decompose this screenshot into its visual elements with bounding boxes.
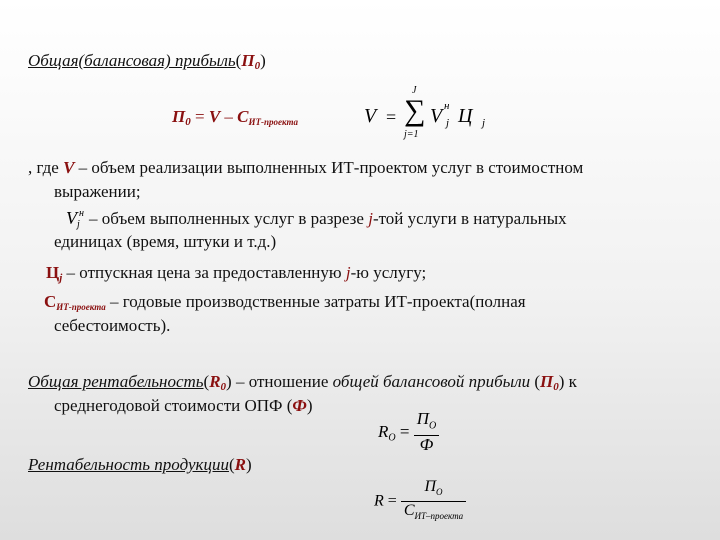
heading-total-profitability: Общая $рентабельность(R_0)$ – отношение общей балансовой прибыли $(П_0)$ к xyxy=(28,372,577,393)
heading-balance-profit-label: Общая(балансовая) прибыль xyxy=(28,51,236,70)
definition-vj-cont: единицах (время, штуки и т.д.) xyxy=(54,232,277,251)
formula-total-profitability: $R_O$ = $\frac{П_O}{Ф}$ xyxy=(378,410,439,454)
definition-price: $Ц_j$ – отпускная цена за предоставленную j-ю услугу; xyxy=(46,263,427,284)
definition-cost: $С_{ИТ-проекта}$ – годовые производственные затраты ИТ-проекта(полная xyxy=(44,292,526,312)
formula-product-profitability: R = $\frac{П_O}{C_{ИТ-проекта}}$ xyxy=(374,478,466,525)
definition-v: , где V – объем реализации выполненных ИТ-проектом услуг в стоимостном xyxy=(28,158,584,177)
heading-product-profitability: Рентабельность продукции(R) xyxy=(28,455,252,474)
definition-vj: V $^н$j – объем выполненных услуг в разрезе j-той услуги в натуральных xyxy=(66,208,567,230)
formula-profit: $П_0 = V - C_{ИТ-проекта}$ xyxy=(172,107,298,128)
formula-volume-sum: V = J ∑ j=1 V н j Ц j xyxy=(364,85,486,140)
definition-cost-cont: себестоимость). xyxy=(54,316,171,335)
heading-total-profitability-cont: среднегодовой стоимости ОПФ (Ф) xyxy=(54,396,313,415)
heading-balance-profit: Общая(балансовая) $прибыль(П_0)$ xyxy=(28,51,266,72)
definition-v-cont: выражении; xyxy=(54,182,141,201)
